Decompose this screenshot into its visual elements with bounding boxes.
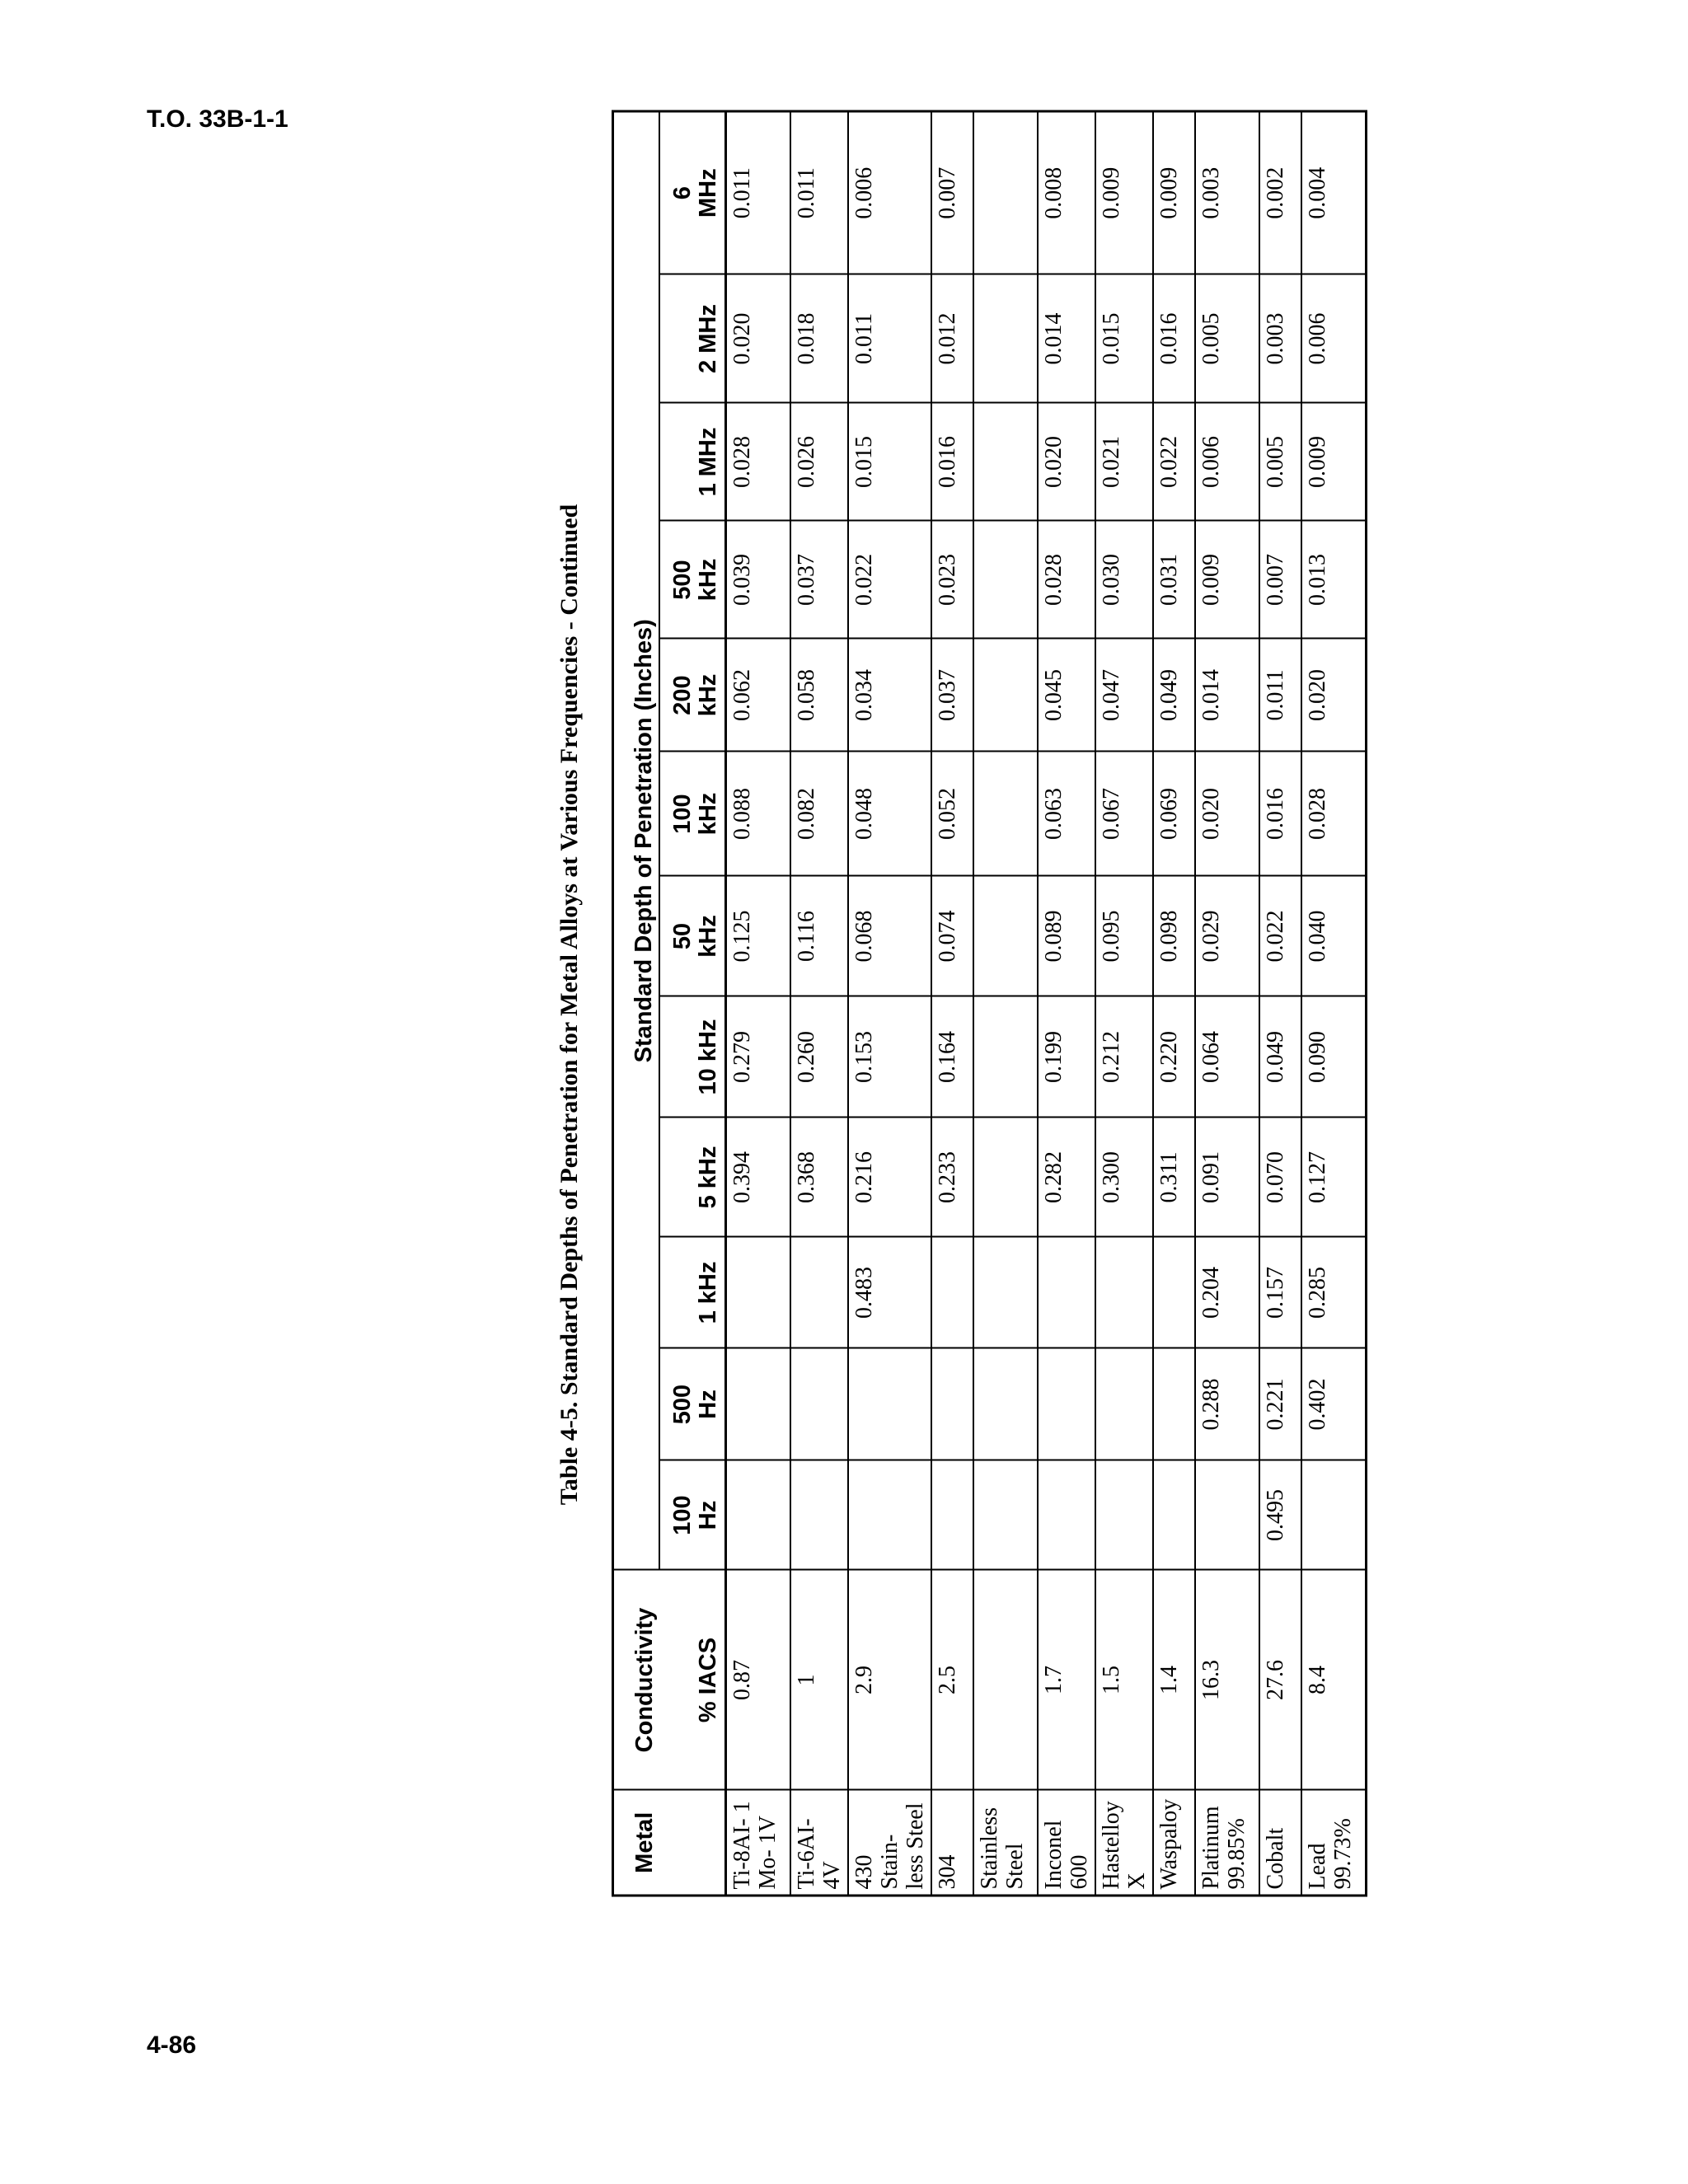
- hz100-cell: [1038, 1460, 1095, 1570]
- mhz2-cell: [973, 274, 1038, 403]
- khz1-cell: [726, 1237, 791, 1348]
- khz50-cell: 0.040: [1301, 876, 1367, 996]
- iacs-cell: 0.87: [726, 1570, 791, 1790]
- mhz6-cell: 0.011: [726, 111, 791, 274]
- hz500-cell: [1038, 1348, 1095, 1460]
- khz100-cell: 0.082: [790, 752, 848, 876]
- hz100-cell: [1301, 1460, 1367, 1570]
- iacs-cell: 2.5: [931, 1570, 973, 1790]
- hz500-cell: [1095, 1348, 1153, 1460]
- khz10-cell: [973, 996, 1038, 1118]
- iacs-cell: [973, 1570, 1038, 1790]
- khz5-cell: 0.233: [931, 1118, 973, 1237]
- khz5-cell: [973, 1118, 1038, 1237]
- khz200-cell: 0.062: [726, 639, 791, 752]
- khz5-cell: 0.070: [1259, 1118, 1301, 1237]
- khz1-cell: [973, 1237, 1038, 1348]
- khz500-cell: 0.039: [726, 521, 791, 639]
- khz200-cell: 0.058: [790, 639, 848, 752]
- iacs-cell: 16.3: [1195, 1570, 1259, 1790]
- khz100-cell: 0.048: [848, 752, 931, 876]
- mhz6-cell: 0.004: [1301, 111, 1367, 274]
- hz100-column-header: 100 Hz: [659, 1460, 726, 1570]
- hz500-cell: [790, 1348, 848, 1460]
- mhz6-cell: 0.002: [1259, 111, 1301, 274]
- khz1-cell: [790, 1237, 848, 1348]
- khz100-cell: 0.069: [1153, 752, 1195, 876]
- khz100-cell: 0.020: [1195, 752, 1259, 876]
- khz100-cell: 0.028: [1301, 752, 1367, 876]
- khz100-cell: 0.063: [1038, 752, 1095, 876]
- khz200-cell: 0.045: [1038, 639, 1095, 752]
- khz50-cell: 0.089: [1038, 876, 1095, 996]
- table-row: [931, 111, 973, 1896]
- iacs-column-header: % IACS: [659, 1570, 726, 1790]
- mhz1-cell: 0.022: [1153, 403, 1195, 521]
- document-header: T.O. 33B-1-1: [147, 105, 288, 133]
- hz100-cell: [848, 1460, 931, 1570]
- table-caption: Table 4-5. Standard Depths of Penetration for Metal Alloys at Various Frequencies - Continued: [556, 504, 583, 1506]
- metal-column-header: [659, 1790, 726, 1896]
- hz500-cell: 0.221: [1259, 1348, 1301, 1460]
- mhz2-cell: 0.016: [1153, 274, 1195, 403]
- mhz2-cell: 0.018: [790, 274, 848, 403]
- khz50-cell: 0.068: [848, 876, 931, 996]
- khz5-cell: 0.300: [1095, 1118, 1153, 1237]
- hz100-cell: [1095, 1460, 1153, 1570]
- mhz6-cell: 0.009: [1153, 111, 1195, 274]
- khz100-cell: 0.067: [1095, 752, 1153, 876]
- hz500-column-header: 500 Hz: [659, 1348, 726, 1460]
- khz500-cell: 0.023: [931, 521, 973, 639]
- khz200-cell: 0.034: [848, 639, 931, 752]
- metal-name-cell: 304: [931, 1790, 973, 1896]
- khz5-cell: 0.216: [848, 1118, 931, 1237]
- khz100-cell: 0.052: [931, 752, 973, 876]
- table-row: [1301, 111, 1367, 1896]
- khz500-cell: 0.007: [1259, 521, 1301, 639]
- khz500-cell: 0.028: [1038, 521, 1095, 639]
- khz50-cell: 0.095: [1095, 876, 1153, 996]
- mhz2-column-header: 2 MHz: [659, 274, 726, 403]
- mhz2-cell: 0.012: [931, 274, 973, 403]
- khz1-cell: [1153, 1237, 1195, 1348]
- khz10-cell: 0.049: [1259, 996, 1301, 1118]
- khz100-cell: [973, 752, 1038, 876]
- khz1-cell: [1038, 1237, 1095, 1348]
- khz50-cell: 0.125: [726, 876, 791, 996]
- khz50-cell: 0.029: [1195, 876, 1259, 996]
- mhz1-cell: 0.015: [848, 403, 931, 521]
- iacs-cell: 8.4: [1301, 1570, 1367, 1790]
- khz5-cell: 0.394: [726, 1118, 791, 1237]
- khz10-cell: 0.164: [931, 996, 973, 1118]
- khz10-cell: 0.220: [1153, 996, 1195, 1118]
- table-body: [726, 111, 1367, 1896]
- iacs-cell: 1.5: [1095, 1570, 1153, 1790]
- hz100-cell: 0.495: [1259, 1460, 1301, 1570]
- iacs-cell: 1: [790, 1570, 848, 1790]
- khz5-cell: 0.091: [1195, 1118, 1259, 1237]
- khz100-cell: 0.088: [726, 752, 791, 876]
- mhz1-cell: 0.009: [1301, 403, 1367, 521]
- metal-name-cell: Cobalt: [1259, 1790, 1301, 1896]
- khz50-cell: 0.116: [790, 876, 848, 996]
- table-row: [848, 111, 931, 1896]
- mhz1-cell: 0.005: [1259, 403, 1301, 521]
- hz100-cell: [726, 1460, 791, 1570]
- khz5-column-header: 5 kHz: [659, 1118, 726, 1237]
- hz500-cell: 0.288: [1195, 1348, 1259, 1460]
- khz5-cell: 0.368: [790, 1118, 848, 1237]
- table-row: [1195, 111, 1259, 1896]
- khz500-cell: 0.013: [1301, 521, 1367, 639]
- metal-name-cell: Ti-6AI- 4V: [790, 1790, 848, 1896]
- khz10-cell: 0.090: [1301, 996, 1367, 1118]
- table-row: [790, 111, 848, 1896]
- khz100-cell: 0.016: [1259, 752, 1301, 876]
- khz10-column-header: 10 kHz: [659, 996, 726, 1118]
- table-row: [973, 111, 1038, 1896]
- khz200-cell: 0.049: [1153, 639, 1195, 752]
- hz500-cell: [931, 1348, 973, 1460]
- khz200-cell: [973, 639, 1038, 752]
- table-row: [1259, 111, 1301, 1896]
- metal-name-cell: Stainless Steel: [973, 1790, 1038, 1896]
- table-row: [726, 111, 791, 1896]
- hz500-cell: [848, 1348, 931, 1460]
- hz100-cell: [790, 1460, 848, 1570]
- khz5-cell: 0.127: [1301, 1118, 1367, 1237]
- khz5-cell: 0.282: [1038, 1118, 1095, 1237]
- mhz2-cell: 0.020: [726, 274, 791, 403]
- khz200-cell: 0.011: [1259, 639, 1301, 752]
- metal-name-cell: Ti-8AI- 1 Mo- 1V: [726, 1790, 791, 1896]
- khz1-cell: [931, 1237, 973, 1348]
- iacs-cell: 27.6: [1259, 1570, 1301, 1790]
- table-row: [1038, 111, 1095, 1896]
- khz1-cell: 0.157: [1259, 1237, 1301, 1348]
- mhz1-cell: 0.020: [1038, 403, 1095, 521]
- metal-group-header: Metal: [613, 1790, 660, 1896]
- mhz2-cell: 0.015: [1095, 274, 1153, 403]
- metal-name-cell: 430 Stain- less Steel: [848, 1790, 931, 1896]
- khz10-cell: 0.279: [726, 996, 791, 1118]
- mhz2-cell: 0.006: [1301, 274, 1367, 403]
- iacs-cell: 1.7: [1038, 1570, 1095, 1790]
- hz100-cell: [973, 1460, 1038, 1570]
- khz1-cell: 0.204: [1195, 1237, 1259, 1348]
- hz100-cell: [1195, 1460, 1259, 1570]
- khz1-column-header: 1 kHz: [659, 1237, 726, 1348]
- mhz6-cell: 0.008: [1038, 111, 1095, 274]
- khz500-cell: 0.031: [1153, 521, 1195, 639]
- khz1-cell: [1095, 1237, 1153, 1348]
- khz200-cell: 0.020: [1301, 639, 1367, 752]
- mhz1-cell: 0.026: [790, 403, 848, 521]
- khz10-cell: 0.260: [790, 996, 848, 1118]
- mhz1-cell: [973, 403, 1038, 521]
- khz50-column-header: 50 kHz: [659, 876, 726, 996]
- table-row: [1095, 111, 1153, 1896]
- khz200-cell: 0.047: [1095, 639, 1153, 752]
- khz50-cell: [973, 876, 1038, 996]
- khz50-cell: 0.022: [1259, 876, 1301, 996]
- khz10-cell: 0.064: [1195, 996, 1259, 1118]
- mhz2-cell: 0.011: [848, 274, 931, 403]
- penetration-depth-table: [612, 110, 1367, 1896]
- khz500-cell: 0.009: [1195, 521, 1259, 639]
- metal-name-cell: Platinum 99.85%: [1195, 1790, 1259, 1896]
- khz500-cell: 0.022: [848, 521, 931, 639]
- khz500-cell: 0.037: [790, 521, 848, 639]
- mhz6-cell: 0.007: [931, 111, 973, 274]
- mhz2-cell: 0.003: [1259, 274, 1301, 403]
- table-row: [1153, 111, 1195, 1896]
- mhz1-cell: 0.028: [726, 403, 791, 521]
- page-number: 4-86: [147, 2032, 197, 2059]
- mhz2-cell: 0.014: [1038, 274, 1095, 403]
- khz10-cell: 0.199: [1038, 996, 1095, 1118]
- mhz1-cell: 0.006: [1195, 403, 1259, 521]
- mhz1-column-header: 1 MHz: [659, 403, 726, 521]
- depth-group-header: Standard Depth of Penetration (Inches): [613, 111, 660, 1570]
- hz100-cell: [931, 1460, 973, 1570]
- metal-name-cell: Waspaloy: [1153, 1790, 1195, 1896]
- mhz6-column-header: 6 MHz: [659, 111, 726, 274]
- khz10-cell: 0.153: [848, 996, 931, 1118]
- rotated-table-block: [550, 113, 1356, 1897]
- iacs-cell: 1.4: [1153, 1570, 1195, 1790]
- mhz6-cell: 0.003: [1195, 111, 1259, 274]
- mhz1-cell: 0.021: [1095, 403, 1153, 521]
- khz50-cell: 0.074: [931, 876, 973, 996]
- metal-name-cell: Inconel 600: [1038, 1790, 1095, 1896]
- mhz6-cell: 0.009: [1095, 111, 1153, 274]
- khz10-cell: 0.212: [1095, 996, 1153, 1118]
- hz500-cell: [973, 1348, 1038, 1460]
- khz5-cell: 0.311: [1153, 1118, 1195, 1237]
- khz500-column-header: 500 kHz: [659, 521, 726, 639]
- khz500-cell: [973, 521, 1038, 639]
- hz500-cell: [726, 1348, 791, 1460]
- khz100-column-header: 100 kHz: [659, 752, 726, 876]
- hz500-cell: 0.402: [1301, 1348, 1367, 1460]
- khz1-cell: 0.483: [848, 1237, 931, 1348]
- khz200-cell: 0.014: [1195, 639, 1259, 752]
- metal-name-cell: Lead 99.73%: [1301, 1790, 1367, 1896]
- iacs-cell: 2.9: [848, 1570, 931, 1790]
- mhz6-cell: 0.006: [848, 111, 931, 274]
- khz1-cell: 0.285: [1301, 1237, 1367, 1348]
- khz50-cell: 0.098: [1153, 876, 1195, 996]
- mhz1-cell: 0.016: [931, 403, 973, 521]
- mhz6-cell: [973, 111, 1038, 274]
- conductivity-group-header: Conductivity: [613, 1570, 660, 1790]
- khz200-column-header: 200 kHz: [659, 639, 726, 752]
- khz200-cell: 0.037: [931, 639, 973, 752]
- hz100-cell: [1153, 1460, 1195, 1570]
- mhz2-cell: 0.005: [1195, 274, 1259, 403]
- khz500-cell: 0.030: [1095, 521, 1153, 639]
- metal-name-cell: Hastelloy X: [1095, 1790, 1153, 1896]
- mhz6-cell: 0.011: [790, 111, 848, 274]
- hz500-cell: [1153, 1348, 1195, 1460]
